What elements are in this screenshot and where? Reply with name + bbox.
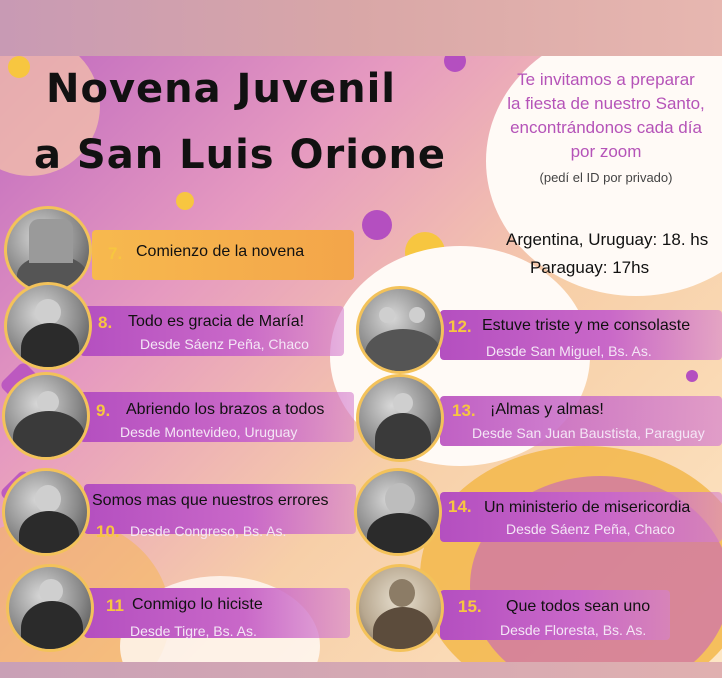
- day-11-title: Conmigo lo hiciste: [132, 596, 263, 613]
- day-15-number: 15.: [458, 597, 482, 616]
- day-8-photo: [4, 282, 92, 370]
- day-15-photo: [356, 564, 444, 652]
- day-7-title: Comienzo de la novena: [136, 243, 305, 260]
- day-15-title: Que todos sean uno: [506, 598, 651, 615]
- title-line-1: Novena Juvenil: [46, 66, 397, 112]
- day-13-photo: [356, 374, 444, 462]
- day-13-number: 13.: [452, 401, 476, 420]
- day-10-location: Desde Congreso, Bs. As.: [130, 523, 287, 539]
- bottom-frame: [0, 662, 722, 678]
- day-9-number: 9.: [96, 401, 111, 420]
- day-14-photo: [354, 468, 442, 556]
- day-8-number: 8.: [98, 313, 113, 332]
- day-10-number: 10.: [96, 522, 120, 541]
- day-15-location: Desde Floresta, Bs. As.: [500, 622, 647, 638]
- schedule-line-2: Paraguay: 17hs: [530, 258, 650, 277]
- day-9-title: Abriendo los brazos a todos: [126, 401, 325, 418]
- decor-dot: [8, 56, 30, 78]
- day-14-number: 14.: [448, 497, 472, 516]
- invite-line: la fiesta de nuestro Santo,: [507, 94, 705, 113]
- top-frame: [0, 0, 722, 56]
- day-13-location: Desde San Juan Baustista, Paraguay: [472, 425, 705, 441]
- decor-dot: [444, 56, 466, 72]
- day-10-photo: [2, 468, 90, 556]
- flyer-card: [0, 56, 722, 662]
- decor-dot: [362, 210, 392, 240]
- decor-dot: [686, 370, 698, 382]
- day-9-location: Desde Montevideo, Uruguay: [120, 424, 298, 440]
- day-8-location: Desde Sáenz Peña, Chaco: [140, 336, 309, 352]
- day-9-photo: [2, 372, 90, 460]
- day-12-photo: [356, 286, 444, 374]
- day-14-location: Desde Sáenz Peña, Chaco: [506, 521, 675, 537]
- invite-line: encontrándonos cada día: [510, 118, 702, 137]
- invite-note: (pedí el ID por privado): [539, 170, 673, 185]
- decor-dot: [176, 192, 194, 210]
- invite-line: Te invitamos a preparar: [517, 70, 695, 89]
- day-11-photo: [6, 564, 94, 652]
- day-10-title: Somos mas que nuestros errores: [92, 492, 329, 509]
- day-8-title: Todo es gracia de María!: [128, 313, 305, 330]
- invite-line: por zoom: [570, 142, 642, 161]
- day-14-title: Un ministerio de misericordia: [484, 499, 691, 516]
- day-11-number: 11: [106, 596, 124, 615]
- day-12-location: Desde San Miguel, Bs. As.: [486, 343, 652, 359]
- day-12-number: 12.: [448, 317, 472, 336]
- day-7-number: 7.: [108, 244, 123, 263]
- day-11-location: Desde Tigre, Bs. As.: [130, 623, 257, 639]
- day-13-title: ¡Almas y almas!: [490, 401, 604, 418]
- day-7-photo: [4, 206, 92, 294]
- title-line-2: a San Luis Orione: [34, 132, 447, 178]
- day-12-title: Estuve triste y me consolaste: [482, 317, 691, 334]
- schedule-line-1: Argentina, Uruguay: 18. hs: [506, 230, 709, 249]
